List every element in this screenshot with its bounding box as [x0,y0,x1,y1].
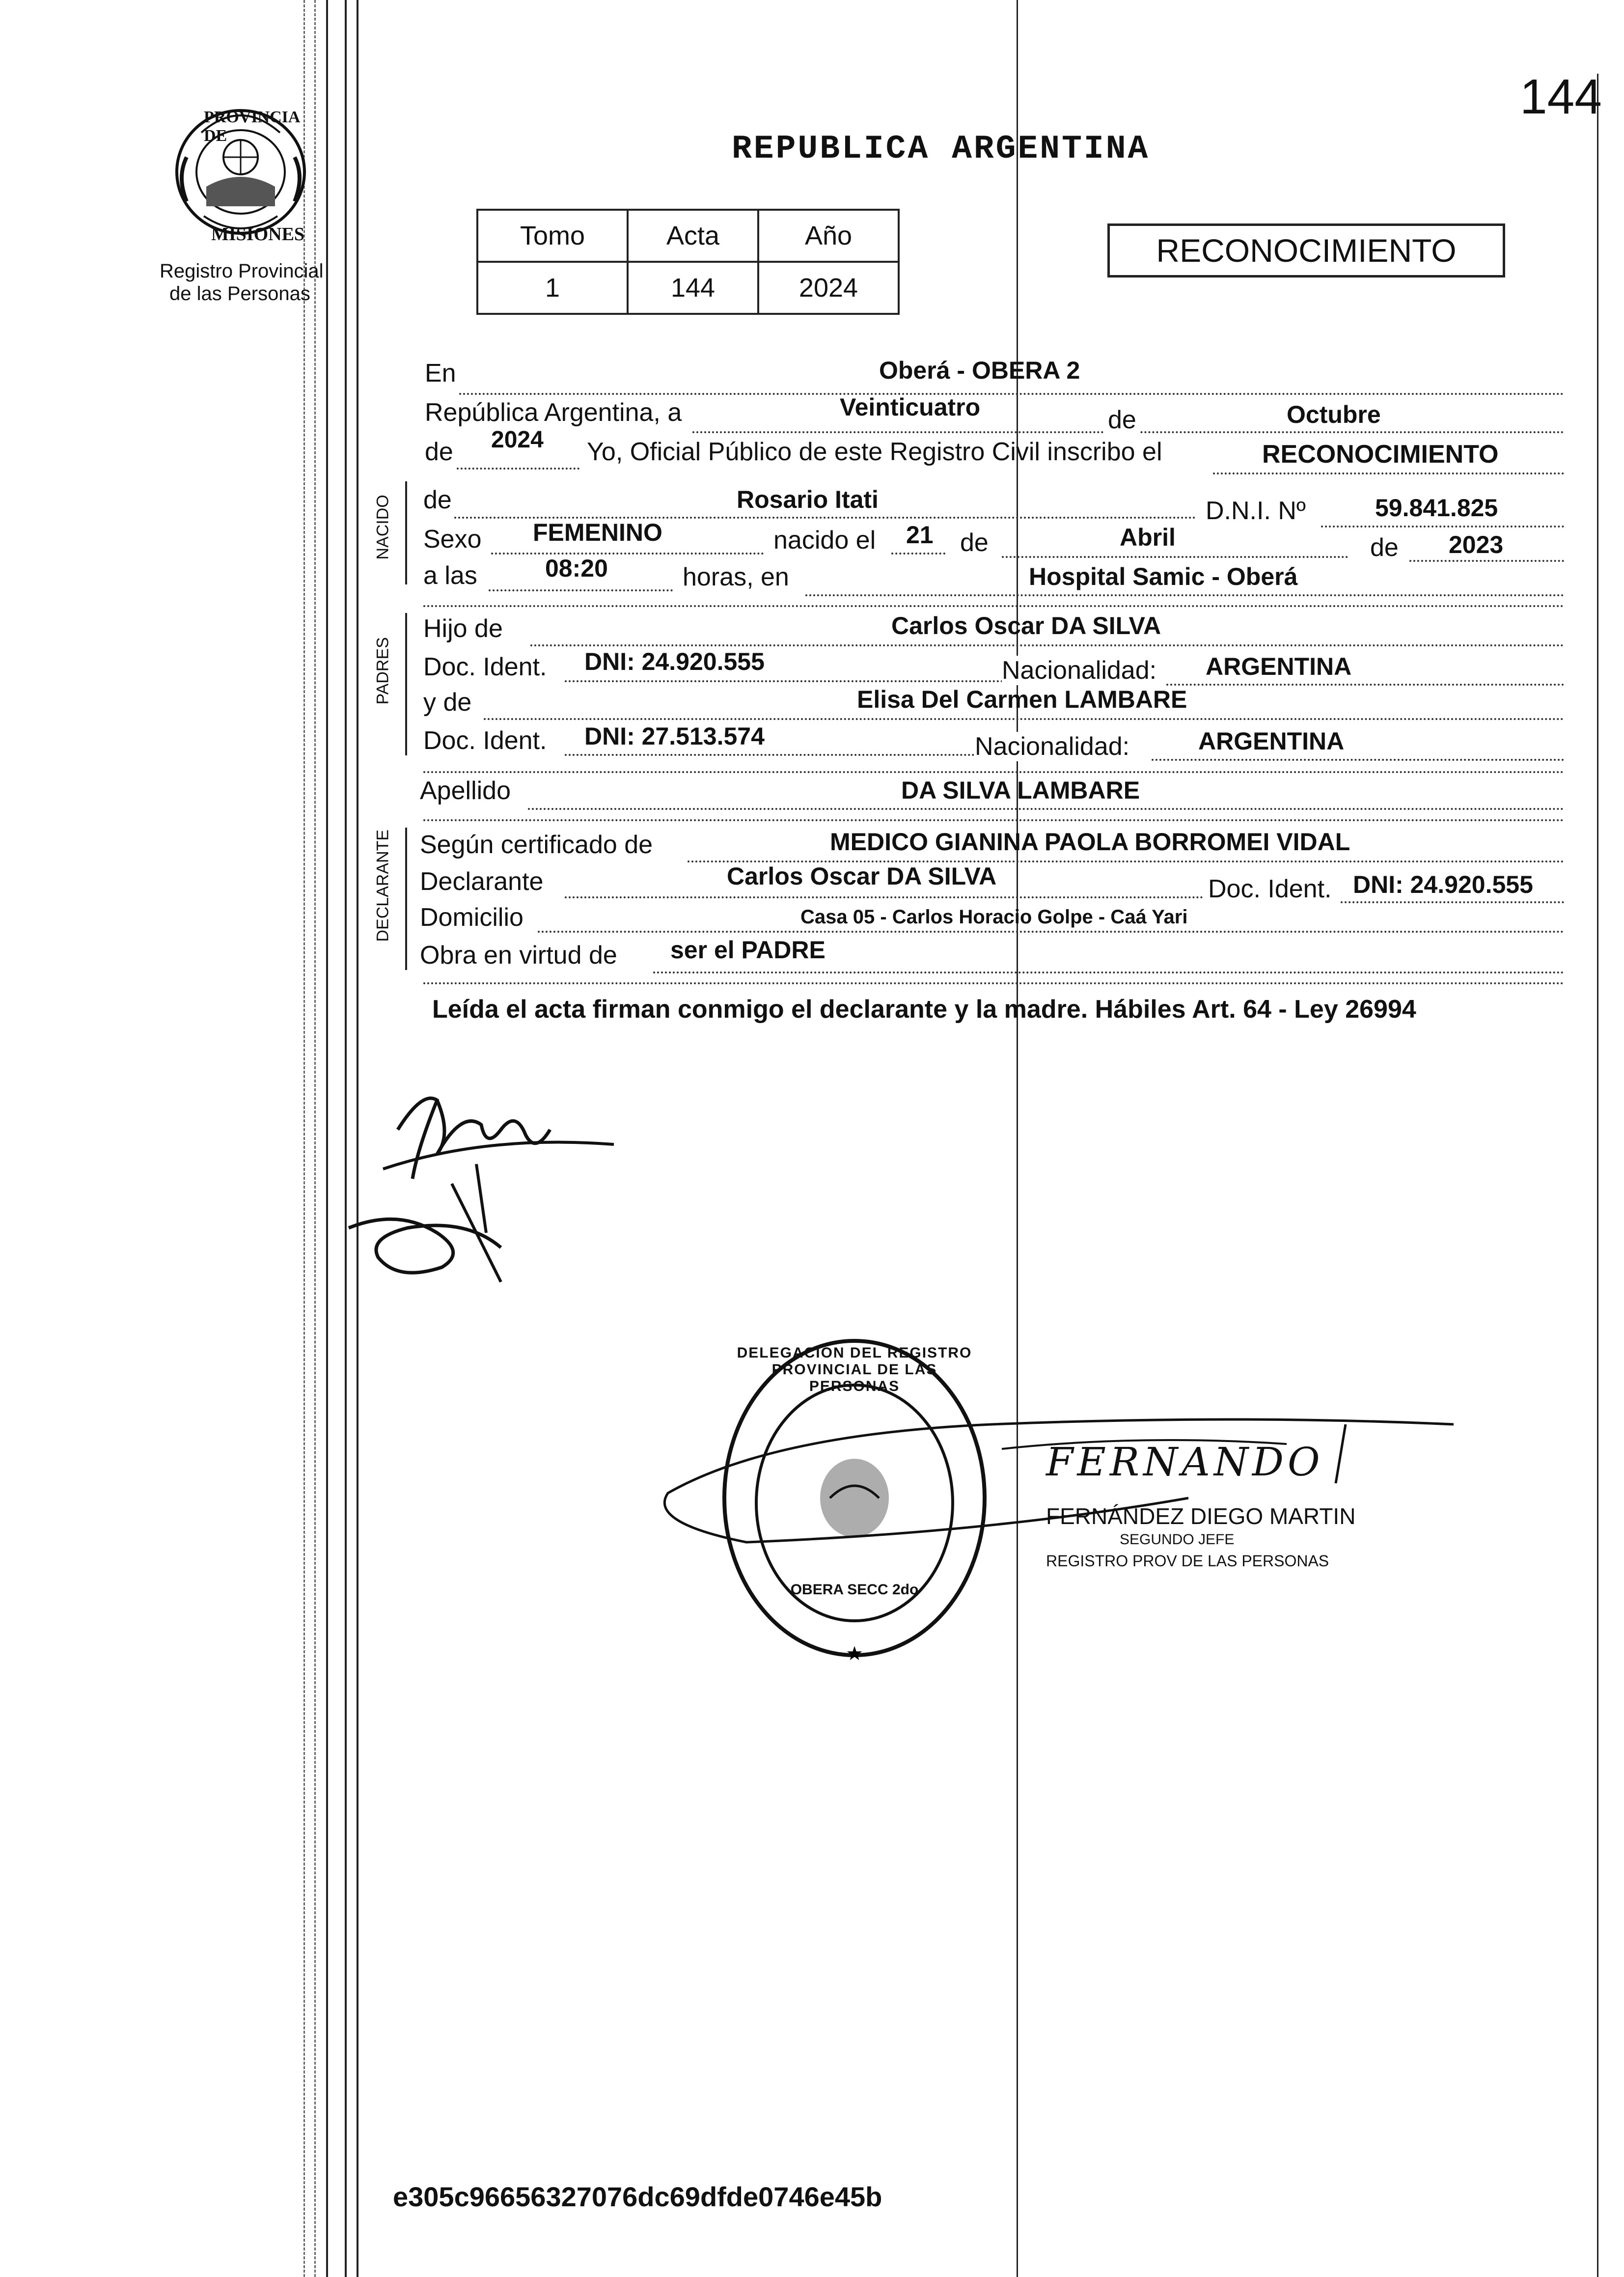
sexo-label: Sexo [423,525,482,554]
hijo-de-label: Hijo de [423,614,503,643]
nacido-section-label: NACIDO [373,495,392,560]
stamp-ring-text: DELEGACION DEL REGISTRO PROVINCIAL DE LAS PERSONAS [737,1345,972,1394]
yo-text: Yo, Oficial Público de este Registro Civil inscribo el [587,438,1162,466]
obra-label: Obra en virtud de [420,941,617,970]
mother-doc: DNI: 27.513.574 [584,722,765,750]
seal-text-bottom: MISIONES [211,224,305,245]
birth-year: 2023 [1449,531,1504,558]
stamp-inner-text: OBERA SECC 2do [790,1582,919,1598]
dots [1341,901,1564,903]
mother-nationality: ARGENTINA [1198,727,1345,755]
republica-label: República Argentina, a [425,398,682,427]
nacido-el-label: nacido el [773,526,876,555]
dots [653,972,1564,973]
margin-dash-line [314,0,316,2277]
page-number: 144 [1520,69,1602,124]
child-name: Rosario Itati [737,486,879,513]
dots [1409,560,1564,562]
nacido-de-label: de [423,486,452,514]
record-type-box: RECONOCIMIENTO [1107,223,1505,278]
dots [491,553,764,555]
value-acta: 144 [628,262,758,314]
place-value: Oberá - OBERA 2 [879,357,1080,384]
dots [565,680,1058,682]
declarant-signature [339,1071,683,1297]
dots [459,393,1564,395]
dots [484,718,1564,720]
dots [530,644,1564,646]
apellido-value: DA SILVA LAMBARE [901,777,1140,804]
segun-label: Según certificado de [420,831,653,859]
declarante-section-bar [405,828,407,970]
father-name: Carlos Oscar DA SILVA [891,612,1161,639]
declarante-section-label: DECLARANTE [373,829,392,942]
y-de-label: y de [423,688,472,717]
obra-value: ser el PADRE [670,936,826,964]
logo-caption-1: Registro Provincial [160,260,324,282]
dots [1002,556,1348,558]
birth-day: 21 [906,521,934,549]
svg-text:★: ★ [846,1642,863,1665]
declarante-doc-label: Doc. Ident. [1208,875,1332,903]
horas-label: horas, en [683,563,789,591]
certificate-value: MEDICO GIANINA PAOLA BORROMEI VIDAL [830,828,1350,856]
official-title: SEGUNDO JEFE [1120,1531,1235,1548]
fold-line [326,0,328,2277]
dni-label: D.N.I. Nº [1206,497,1306,525]
dots [1166,684,1564,686]
domicilio-value: Casa 05 - Carlos Horacio Golpe - Caá Yari [800,906,1188,928]
declarante-value: Carlos Oscar DA SILVA [727,862,997,890]
record-table [476,209,900,315]
mother-name: Elisa Del Carmen LAMBARE [857,686,1187,713]
nacido-section-bar [405,481,407,584]
birth-place: Hospital Samic - Oberá [1029,563,1298,590]
nacionalidad-label: Nacionalidad: [1002,656,1157,685]
nacionalidad-label-2: Nacionalidad: [975,732,1130,761]
header-anio: Año [758,210,899,262]
birth-month: Abril [1120,524,1176,551]
father-doc: DNI: 24.920.555 [584,648,765,675]
official-handwritten-signature: FERNANDO [1046,1439,1324,1485]
de-label-3: de [1370,533,1399,562]
declarante-label: Declarante [420,867,544,896]
value-anio: 2024 [758,262,899,314]
dots [1213,472,1564,474]
record-table-header-row [477,210,899,262]
de-label-2: de [960,528,989,557]
dots [891,553,945,555]
en-label: En [425,359,456,388]
birth-time: 08:20 [545,555,608,582]
right-edge-line [1597,74,1598,2277]
doc-ident-label-2: Doc. Ident. [423,726,547,755]
official-office: REGISTRO PROV DE LAS PERSONAS [1046,1552,1329,1570]
logo-caption-2: de las Personas [169,283,310,305]
dots [489,589,673,591]
dots [565,896,1203,898]
section-divider [423,982,1564,984]
act-value: RECONOCIMIENTO [1262,440,1499,469]
dots [805,594,1564,596]
section-divider [423,819,1564,821]
document-hash: e305c96656327076dc69dfde0746e45b [393,2181,882,2212]
month-value: Octubre [1287,401,1381,428]
header-tomo: Tomo [477,210,628,262]
dots [1321,526,1564,528]
dots [457,468,579,470]
record-table-value-row [477,262,899,314]
section-divider [423,771,1564,773]
country-title: REPUBLICA ARGENTINA [732,130,1150,168]
dots [528,808,1564,810]
closing-text: Leída el acta firman conmigo el declarante y la madre. Hábiles Art. 64 - Ley 26994 [432,995,1416,1024]
section-divider [423,605,1564,607]
padres-section-label: PADRES [373,637,392,705]
header-acta: Acta [628,210,758,262]
sexo-value: FEMENINO [533,519,662,546]
margin-dash-line [303,0,305,2277]
province-seal-logo [157,103,324,250]
doc-ident-label: Doc. Ident. [423,653,547,681]
padres-section-bar [405,613,407,755]
child-dni: 59.841.825 [1375,494,1498,522]
dots [1152,759,1564,761]
domicilio-label: Domicilio [420,903,523,932]
official-name: FERNÁNDEZ DIEGO MARTIN [1046,1503,1356,1529]
dots [538,931,1564,933]
de2-label: de [425,438,453,466]
father-nationality: ARGENTINA [1206,653,1352,680]
a-las-label: a las [423,561,477,590]
year-value: 2024 [491,427,544,453]
value-tomo: 1 [477,262,628,314]
de-label: de [1105,405,1139,435]
apellido-label: Apellido [420,777,511,805]
page-center-fold [1017,0,1018,2277]
declarante-doc: DNI: 24.920.555 [1353,871,1533,898]
seal-text-top: PROVINCIA DE [204,108,300,145]
day-value: Veinticuatro [840,393,981,421]
